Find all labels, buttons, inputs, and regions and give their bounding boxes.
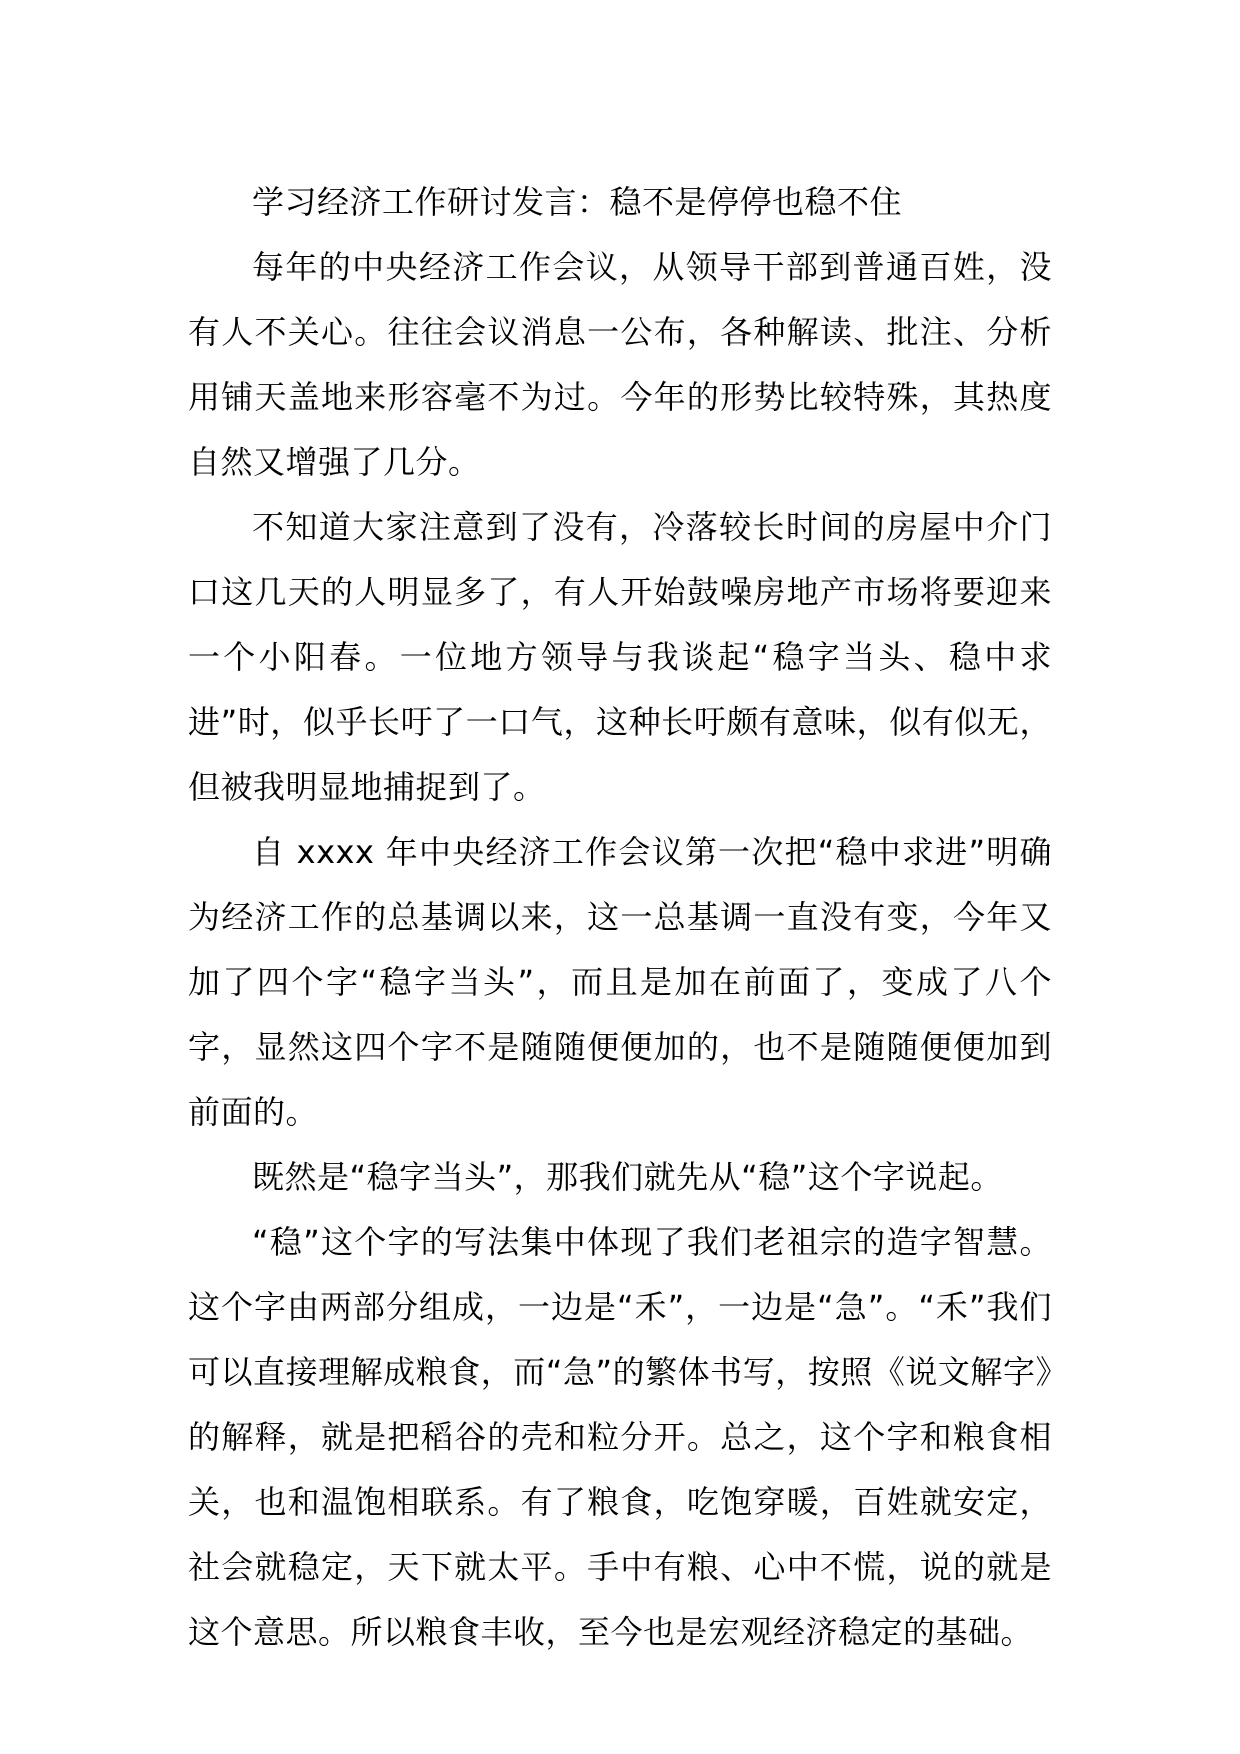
document-title: 学习经济工作研讨发言：稳不是停停也稳不住: [252, 183, 903, 221]
paragraph-3: 自 xxxx 年中央经济工作会议第一次把“稳中求进”明确为经济工作的总基调以来，这一总基调一直没有变，今年又加了四个字“稳字当头”，而且是加在前面了，变成了八个字，显然这四个字不是随随便便加的，也不是随随便便加到前面的。: [188, 833, 1052, 1131]
document-body: [188, 170, 1052, 1665]
paragraph-4: 既然是“稳字当头”，那我们就先从“稳”这个字说起。: [252, 1158, 1003, 1196]
paragraph-5: “稳”这个字的写法集中体现了我们老祖宗的造字智慧。这个字由两部分组成，一边是“禾”，一边是“急”。“禾”我们可以直接理解成粮食，而“急”的繁体书写，按照《说文解字》的解释，就是把稻谷的壳和粒分开。总之，这个字和粮食相关，也和温饱相联系。有了粮食，吃饱穿暖，百姓就安定，社会就稳定，天下就太平。手中有粮、心中不慌，说的就是这个意思。所以粮食丰收，至今也是宏观经济稳定的基础。: [188, 1223, 1052, 1651]
paragraph-1: 每年的中央经济工作会议，从领导干部到普通百姓，没有人不关心。往往会议消息一公布，各种解读、批注、分析用铺天盖地来形容毫不为过。今年的形势比较特殊，其热度自然又增强了几分。: [188, 248, 1052, 481]
paragraph-2: 不知道大家注意到了没有，冷落较长时间的房屋中介门口这几天的人明显多了，有人开始鼓噪房地产市场将要迎来一个小阳春。一位地方领导与我谈起“稳字当头、稳中求进”时，似乎长吁了一口气，这种长吁颇有意味，似有似无，但被我明显地捕捉到了。: [188, 508, 1052, 806]
